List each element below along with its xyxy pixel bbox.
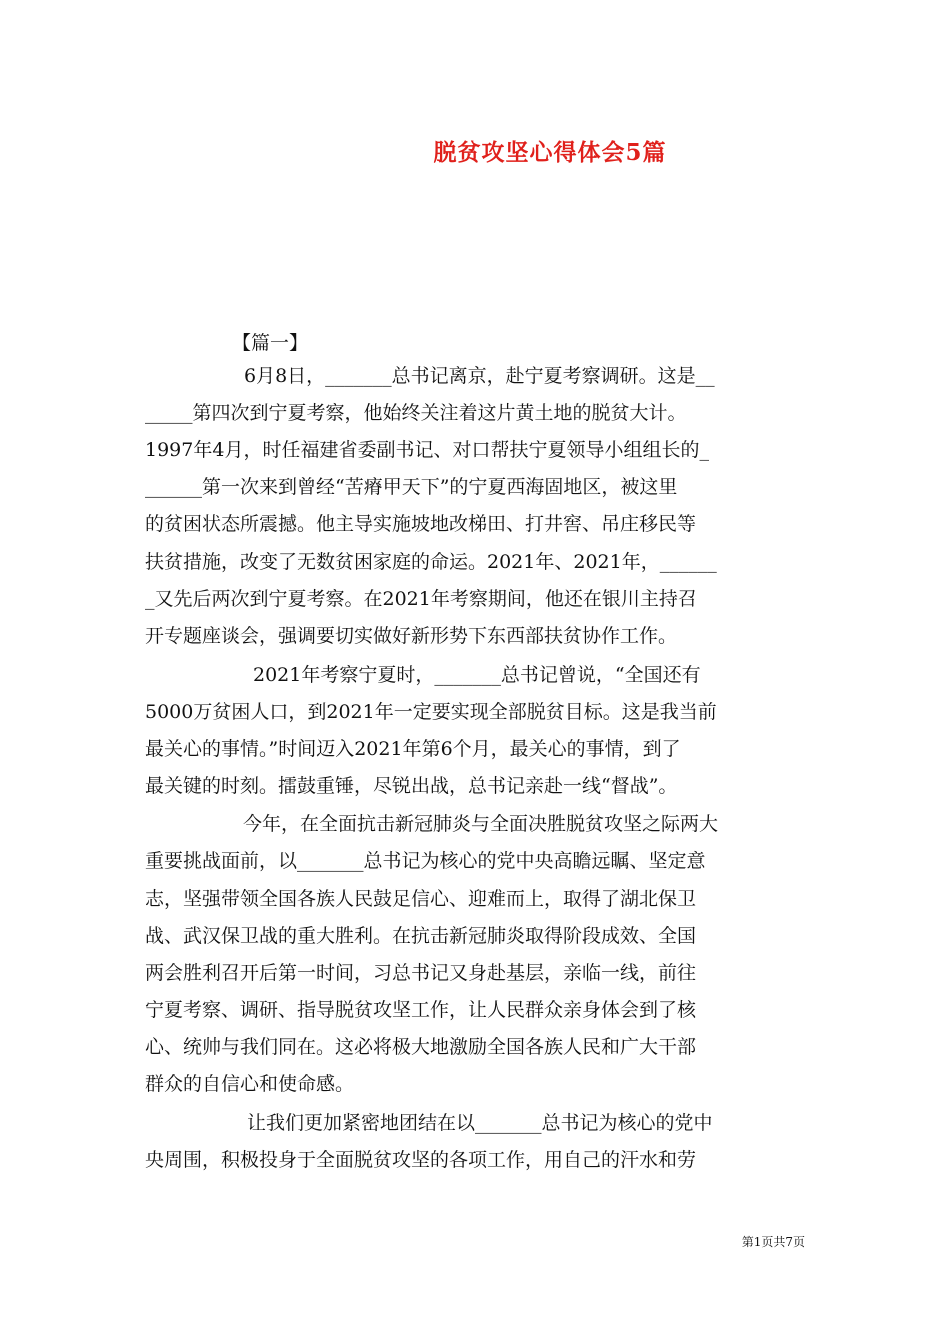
paragraph-line: 今年，在全面抗击新冠肺炎与全面决胜脱贫攻坚之际两大 bbox=[243, 813, 719, 835]
paragraph-line: 心、统帅与我们同在。这必将极大地激励全国各族人民和广大干部 bbox=[145, 1036, 697, 1058]
page-number: 第1页共7页 bbox=[741, 1235, 805, 1249]
paragraph-line: 6月8日，_______总书记离京，赴宁夏考察调研。这是__ bbox=[244, 365, 715, 387]
paragraph-line: ______第一次来到曾经“苦瘠甲天下”的宁夏西海固地区，被这里 bbox=[145, 476, 678, 498]
paragraph-line: 让我们更加紧密地团结在以_______总书记为核心的党中 bbox=[247, 1112, 713, 1134]
paragraph-line: 重要挑战面前，以_______总书记为核心的党中央高瞻远瞩、坚定意 bbox=[145, 850, 706, 872]
document-title: 脱贫攻坚心得体会5篇 bbox=[433, 139, 667, 166]
paragraph-line: 的贫困状态所震撼。他主导实施坡地改梯田、打井窖、吊庄移民等 bbox=[145, 513, 697, 535]
paragraph-line: 央周围，积极投身于全面脱贫攻坚的各项工作，用自己的汗水和劳 bbox=[145, 1149, 697, 1171]
section-label: 【篇一】 bbox=[232, 332, 309, 354]
paragraph-line: 2021年考察宁夏时，_______总书记曾说，“全国还有 bbox=[253, 664, 701, 686]
paragraph-line: 1997年4月，时任福建省委副书记、对口帮扶宁夏领导小组组长的_ bbox=[145, 439, 709, 461]
paragraph-line: 5000万贫困人口，到2021年一定要实现全部脱贫目标。这是我当前 bbox=[145, 701, 717, 723]
paragraph-line: 两会胜利召开后第一时间，习总书记又身赴基层，亲临一线，前往 bbox=[145, 962, 697, 984]
paragraph-line: 群众的自信心和使命感。 bbox=[145, 1073, 355, 1095]
paragraph-line: 志，坚强带领全国各族人民鼓足信心、迎难而上，取得了湖北保卫 bbox=[145, 888, 697, 910]
paragraph-line: 最关心的事情。”时间迈入2021年第6个月，最关心的事情，到了 bbox=[145, 738, 681, 760]
paragraph-line: 最关键的时刻。擂鼓重锤，尽锐出战，总书记亲赴一线“督战”。 bbox=[145, 775, 678, 797]
paragraph-line: _又先后两次到宁夏考察。在2021年考察期间，他还在银川主持召 bbox=[145, 588, 697, 610]
paragraph-line: 战、武汉保卫战的重大胜利。在抗击新冠肺炎取得阶段成效、全国 bbox=[145, 925, 697, 947]
paragraph-line: 扶贫措施，改变了无数贫困家庭的命运。2021年、2021年，______ bbox=[145, 551, 717, 573]
paragraph-line: 宁夏考察、调研、指导脱贫攻坚工作，让人民群众亲身体会到了核 bbox=[145, 999, 697, 1021]
paragraph-line: _____第四次到宁夏考察，他始终关注着这片黄土地的脱贫大计。 bbox=[145, 402, 687, 424]
paragraph-line: 开专题座谈会，强调要切实做好新形势下东西部扶贫协作工作。 bbox=[145, 625, 678, 647]
